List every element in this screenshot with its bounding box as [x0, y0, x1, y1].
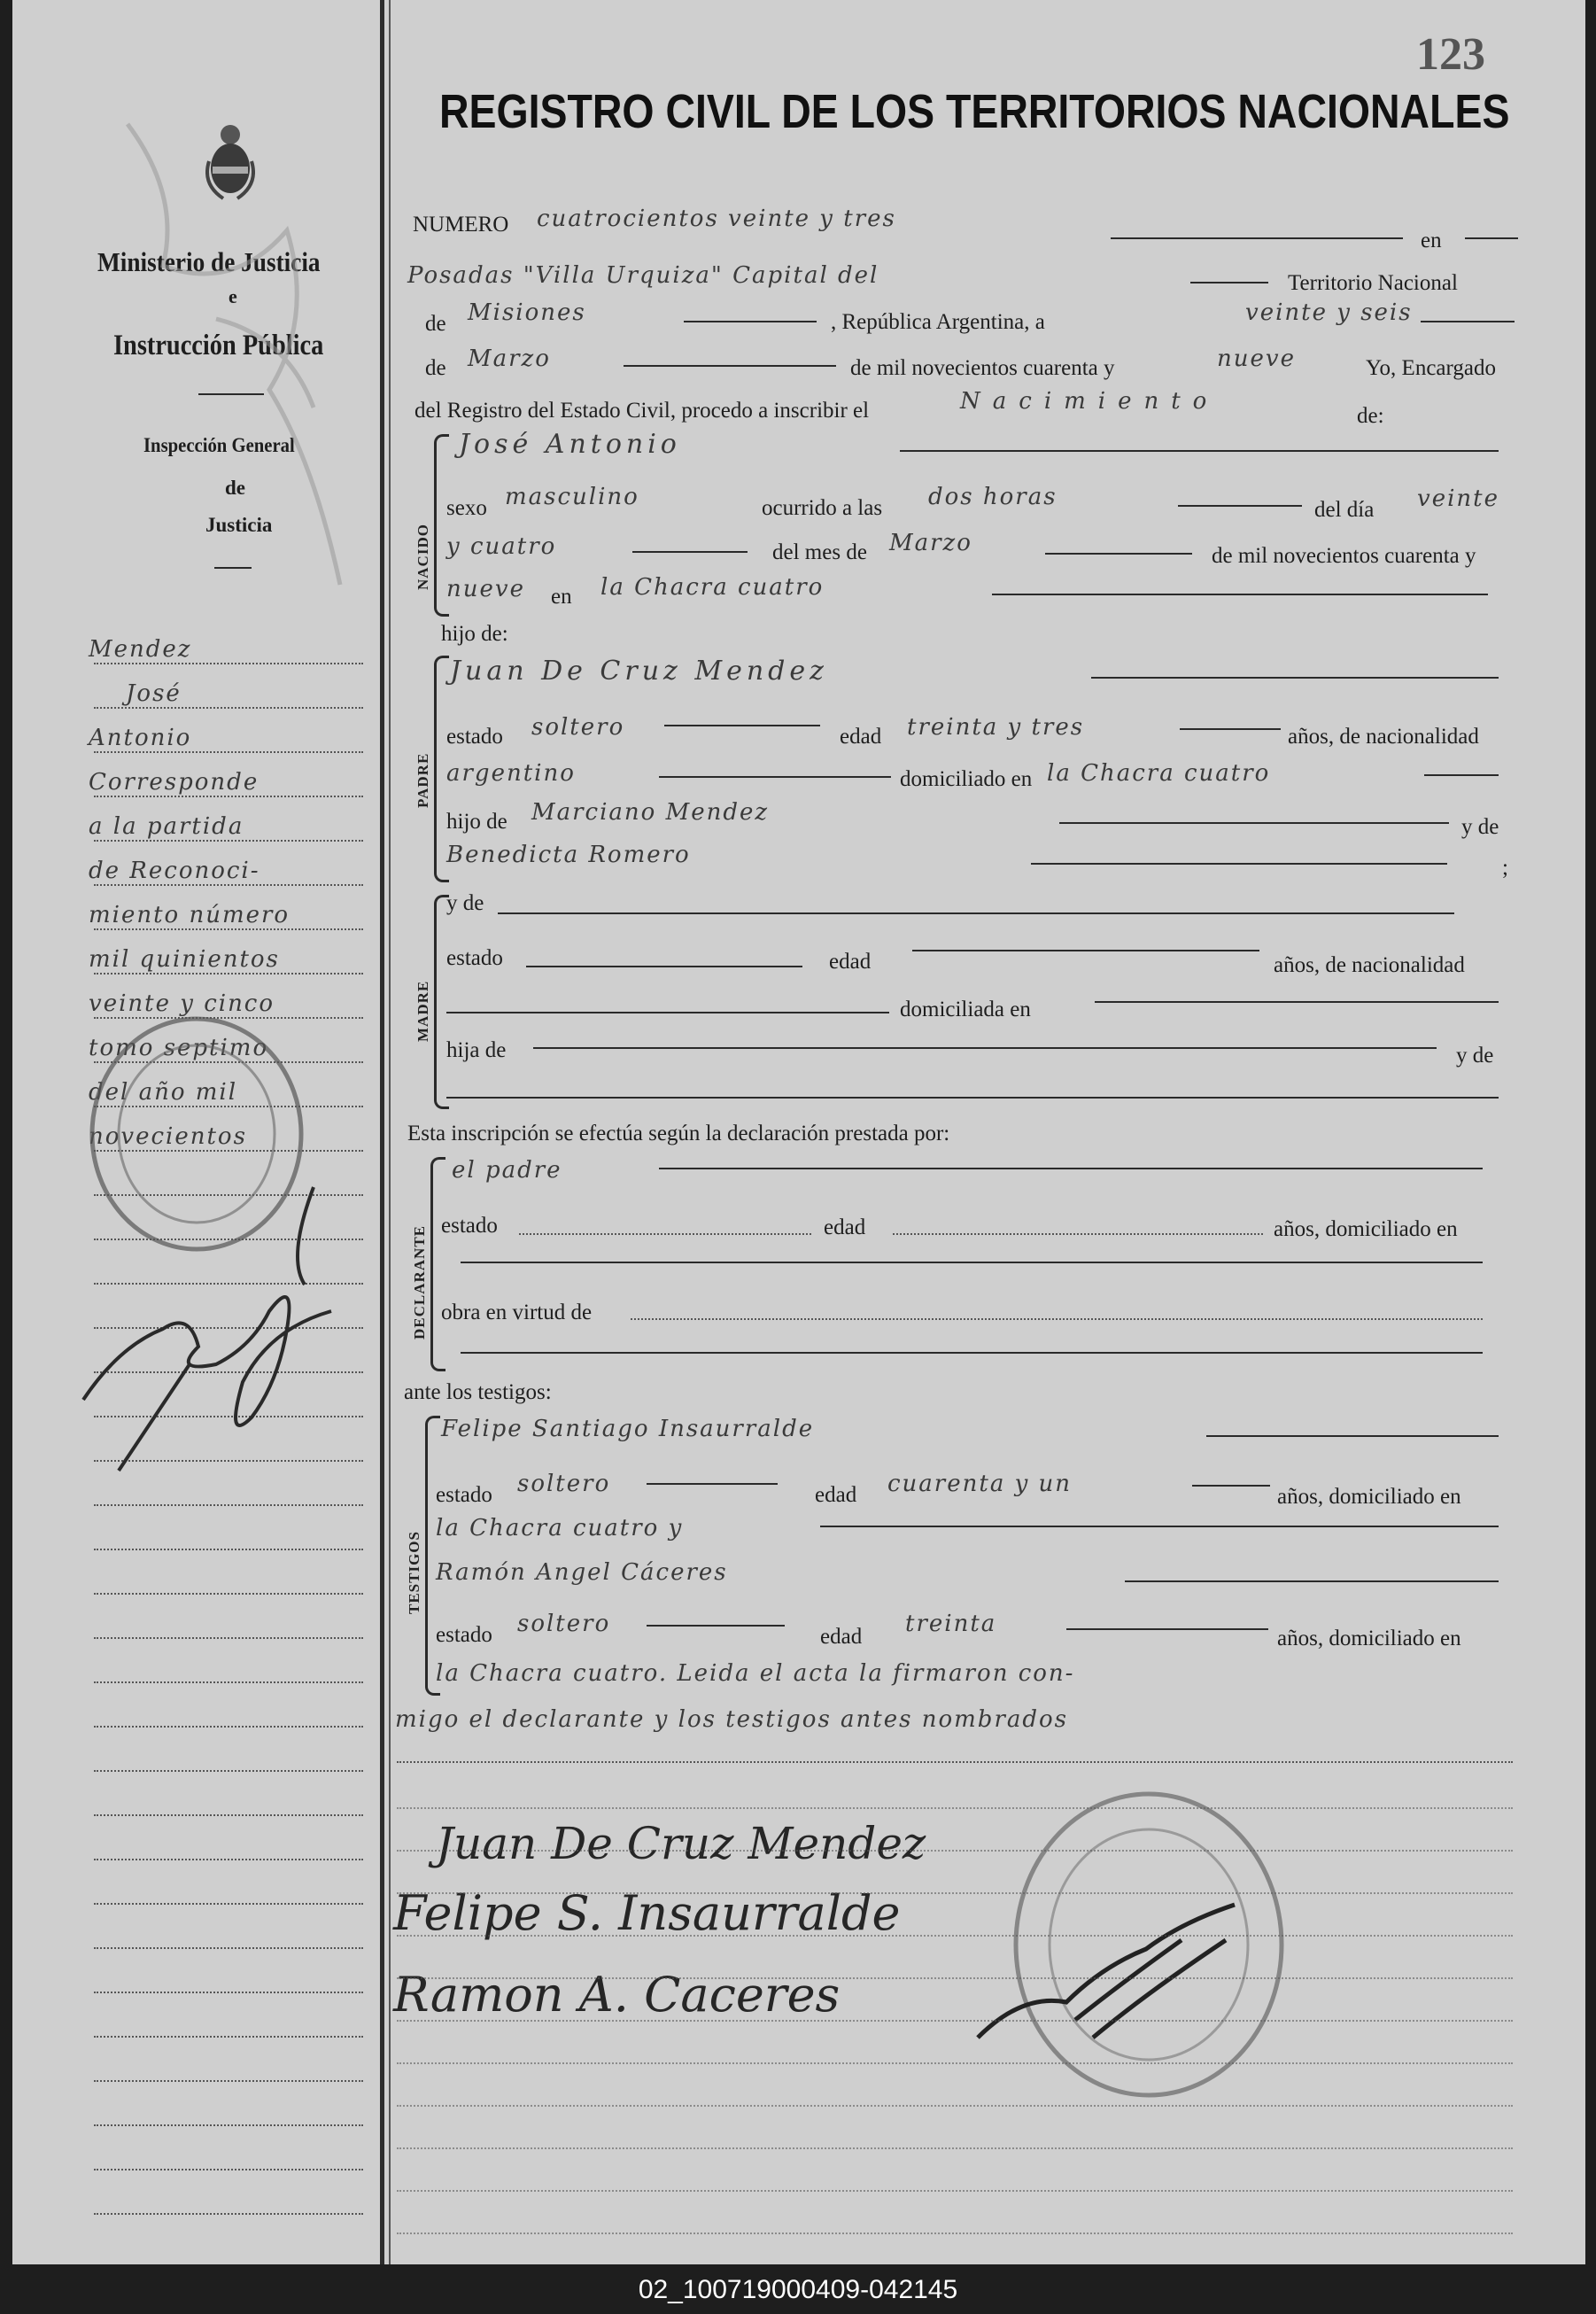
- madre-side-label: MADRE: [414, 980, 431, 1042]
- testigo2-edad-value: treinta: [905, 1611, 997, 1637]
- padre-side-label: PADRE: [414, 752, 431, 808]
- ruled-line: [397, 1977, 1513, 1979]
- ruled-line: [94, 2169, 363, 2170]
- madre-anos-label: años, de nacionalidad: [1274, 953, 1465, 977]
- de-colon-label: de:: [1357, 404, 1384, 428]
- de-label-2: de: [425, 356, 446, 380]
- ruled-line: [94, 707, 363, 709]
- y-de-label-3: y de: [1456, 1044, 1494, 1068]
- testigo1-estado-label: estado: [436, 1483, 492, 1507]
- territorio-label: Territorio Nacional: [1288, 271, 1458, 295]
- declarante-value: el padre: [452, 1157, 562, 1184]
- ruled-line: [94, 1504, 363, 1506]
- testigo1-domicilio-value: la Chacra cuatro y: [436, 1515, 684, 1541]
- republica-label: , República Argentina, a: [831, 310, 1045, 334]
- testigo2-estado-value: soltero: [517, 1611, 611, 1637]
- inspeccion-de: de: [225, 477, 245, 499]
- testigo2-estado-label: estado: [436, 1623, 492, 1647]
- margin-note-line: veinte y cinco: [89, 990, 275, 1017]
- ruled-line: [94, 1637, 363, 1639]
- ruled-line: [397, 2147, 1513, 2149]
- ministry-e: e: [229, 285, 237, 307]
- testigo1-estado-value: soltero: [517, 1471, 611, 1497]
- ruled-line: [94, 1947, 363, 1949]
- ante-testigos-label: ante los testigos:: [404, 1380, 552, 1404]
- y-de-label: y de: [1461, 815, 1499, 839]
- margin-note-line: Mendez: [89, 636, 192, 663]
- margin-note-line: tomo septimo: [89, 1035, 269, 1061]
- padre-nombre-value: Juan De Cruz Mendez: [450, 656, 828, 687]
- en-label-2: en: [551, 585, 572, 609]
- ruled-line: [94, 2124, 363, 2126]
- mes-nac-value: Marzo: [889, 530, 972, 556]
- del-dia-label: del día: [1314, 498, 1375, 522]
- testigo1-edad-label: edad: [815, 1483, 857, 1507]
- dia-inscripcion-value: veinte y seis: [1245, 299, 1413, 326]
- ruled-line: [94, 884, 363, 886]
- testigo2-value: Ramón Angel Cáceres: [436, 1559, 728, 1586]
- ruled-line: [94, 1859, 363, 1860]
- ruled-line: [397, 1892, 1513, 1894]
- declaracion-label: Esta inscripción se efectúa según la declaración prestada por:: [407, 1122, 950, 1145]
- margin-note-line: Corresponde: [89, 769, 260, 796]
- mil-novecientos-label: de mil novecientos cuarenta y: [850, 356, 1115, 380]
- lugar-nac-value: la Chacra cuatro: [600, 574, 825, 601]
- ruled-line: [94, 1992, 363, 1993]
- padre-estado-value: soltero: [531, 714, 625, 741]
- sexo-label: sexo: [446, 496, 487, 520]
- mes-inscripcion-value: Marzo: [468, 346, 551, 372]
- inspeccion-justicia: Justicia: [205, 514, 273, 536]
- ruled-line: [94, 1549, 363, 1550]
- margin-note-line: de Reconoci-: [89, 858, 260, 884]
- anos-nacionalidad-label: años, de nacionalidad: [1288, 725, 1479, 749]
- ministry-label: Ministerio de Justicia: [97, 246, 321, 277]
- ruled-line: [397, 2232, 1513, 2234]
- obra-label: obra en virtud de: [441, 1301, 593, 1324]
- declarante-edad-label: edad: [824, 1215, 866, 1239]
- acto-value: Nacimiento: [960, 388, 1220, 415]
- semicolon-label: ;: [1502, 856, 1508, 880]
- page-number: 123: [1416, 29, 1485, 80]
- margin-note-line: miento número: [89, 902, 291, 928]
- en-label: en: [1421, 229, 1442, 252]
- madre-edad-label: edad: [829, 950, 872, 974]
- ruled-line: [397, 1807, 1513, 1809]
- padre-domicilio-value: la Chacra cuatro: [1047, 760, 1271, 787]
- ruled-line: [94, 751, 363, 753]
- padre-edad-value: treinta y tres: [907, 714, 1085, 741]
- hijo-de-label: hijo de:: [441, 622, 508, 646]
- nacido-side-label: NACIDO: [414, 524, 431, 590]
- declarante-estado-label: estado: [441, 1214, 498, 1238]
- ruled-line: [94, 1903, 363, 1905]
- declarante-anos-label: años, domiciliado en: [1274, 1217, 1458, 1241]
- testigo1-anos-label: años, domiciliado en: [1277, 1485, 1461, 1509]
- ruled-line: [397, 2062, 1513, 2064]
- mil-novecientos-y-label: de mil novecientos cuarenta y: [1212, 544, 1476, 568]
- margin-note-line: a la partida: [89, 813, 244, 840]
- ruled-line: [397, 1935, 1513, 1937]
- domiciliado-label: domiciliado en: [900, 767, 1033, 791]
- ministry-label-2: Instrucción Pública: [113, 330, 324, 361]
- ruled-line: [94, 663, 363, 664]
- numero-value: cuatrocientos veinte y tres: [537, 206, 896, 232]
- margin-note-line: novecientos: [89, 1123, 247, 1150]
- officer-signature-icon: [969, 1887, 1252, 2064]
- ruled-line: [94, 1726, 363, 1728]
- dia-value-2: y cuatro: [446, 533, 557, 560]
- inspeccion-label: Inspección General: [143, 434, 295, 456]
- testigo2-anos-label: años, domiciliado en: [1277, 1627, 1461, 1650]
- testigo1-edad-value: cuarenta y un: [887, 1471, 1073, 1497]
- del-mes-label: del mes de: [772, 540, 867, 564]
- hora-value: dos horas: [928, 484, 1058, 510]
- ruled-line: [94, 796, 363, 797]
- declarante-side-label: DECLARANTE: [411, 1224, 428, 1339]
- cierre-line-1: la Chacra cuatro. Leida el acta la firmaron con-: [436, 1660, 1075, 1687]
- signature-padre: Juan De Cruz Mendez: [436, 1818, 926, 1869]
- signature-testigo-1: Felipe S. Insaurralde: [393, 1885, 901, 1941]
- signature-testigo-2: Ramon A. Caceres: [393, 1967, 841, 2023]
- faint-signature-icon: [110, 89, 376, 620]
- hijo-de-label-2: hijo de: [446, 810, 507, 834]
- testigo1-value: Felipe Santiago Insaurralde: [441, 1416, 815, 1442]
- ruled-line: [94, 1681, 363, 1683]
- abuelo-value: Marciano Mendez: [531, 799, 770, 826]
- ocurrido-label: ocurrido a las: [762, 496, 883, 520]
- margin-note-line: Antonio: [89, 725, 192, 751]
- page-title: REGISTRO CIVIL DE LOS TERRITORIOS NACIONALES: [439, 85, 1510, 138]
- de-label: de: [425, 312, 446, 336]
- dia-value: veinte: [1417, 485, 1499, 512]
- ruled-line: [94, 1770, 363, 1772]
- edad-label: edad: [840, 725, 882, 749]
- madre-estado-label: estado: [446, 946, 503, 970]
- ruled-line: [94, 2080, 363, 2082]
- yo-encargado-label: Yo, Encargado: [1366, 356, 1496, 380]
- estado-label: estado: [446, 725, 503, 749]
- testigo2-edad-label: edad: [820, 1625, 863, 1649]
- ruled-line: [94, 840, 363, 842]
- ruled-line: [94, 1593, 363, 1595]
- ruled-line: [94, 2213, 363, 2215]
- ruled-line: [397, 1850, 1513, 1852]
- cierre-line-2: migo el declarante y los testigos antes nombrados: [395, 1706, 1069, 1733]
- y-de-label-2: y de: [446, 891, 484, 915]
- ruled-line: [397, 2020, 1513, 2022]
- margin-note-line: mil quinientos: [89, 946, 280, 973]
- nombre-value: José Antonio: [459, 429, 681, 460]
- margin-signature-icon: [66, 1152, 384, 1488]
- numero-label: NUMERO: [413, 213, 509, 237]
- document-page: [12, 0, 1585, 2264]
- ruled-line: [94, 2036, 363, 2038]
- sexo-value: masculino: [505, 484, 639, 510]
- anio-value: nueve: [1217, 346, 1296, 372]
- testigos-side-label: TESTIGOS: [406, 1531, 422, 1614]
- hija-de-label: hija de: [446, 1038, 507, 1062]
- ruled-line: [94, 1814, 363, 1816]
- domiciliada-label: domiciliada en: [900, 998, 1031, 1021]
- registro-label: del Registro del Estado Civil, procedo a inscribir el: [414, 399, 870, 423]
- footer-id: 02_100719000409-042145: [638, 2275, 958, 2304]
- margin-note-line: José: [126, 680, 182, 707]
- padre-nacionalidad-value: argentino: [446, 760, 576, 787]
- territorio-value: Misiones: [468, 299, 586, 326]
- lugar-value: Posadas "Villa Urquiza" Capital del: [407, 262, 879, 289]
- ruled-line: [94, 973, 363, 975]
- anio-nac-value: nueve: [446, 576, 525, 602]
- ruled-line: [397, 2105, 1513, 2107]
- ruled-line: [94, 928, 363, 930]
- margin-note-line: del año mil: [89, 1079, 238, 1106]
- abuela-value: Benedicta Romero: [446, 842, 691, 868]
- ruled-line: [397, 2190, 1513, 2192]
